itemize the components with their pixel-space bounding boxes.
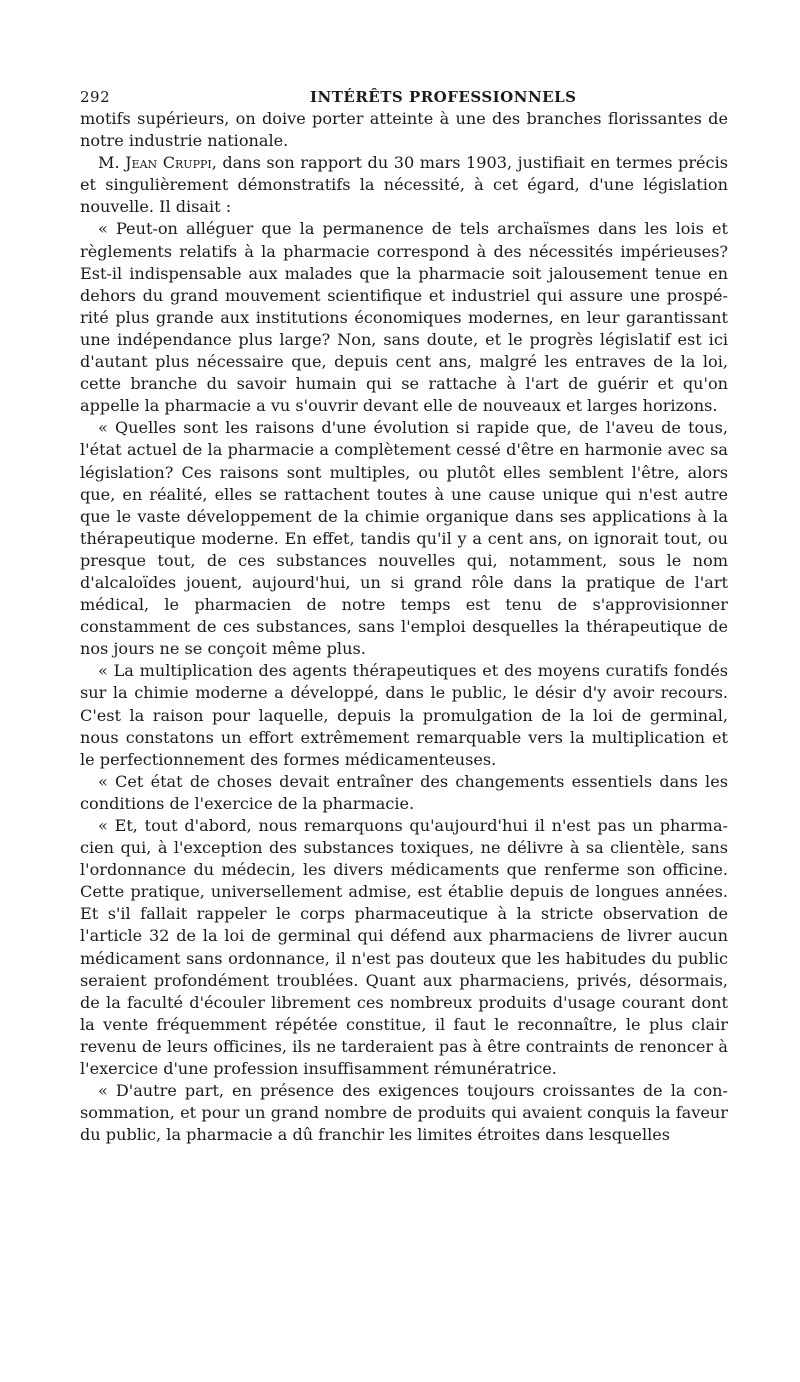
page-number: 292 <box>80 88 111 106</box>
paragraph-2-lead: M. <box>98 153 126 173</box>
paragraph-8-text: « D'autre part, en présence des exigences toujours croissantes de la consommation, et pour un grand nombre de produits qui avaient conquis la faveur du public, la pharmacie a dû franchir les limites étroites dans lesquelles <box>80 1081 728 1145</box>
paragraph-2-text: , dans son rapport du 30 mars 1903, justifiait en termes précis et singulièrement démonstratifs la nécessité, à cet égard, d'une législation nouvelle. Il disait : <box>80 153 728 217</box>
paragraph-8 <box>80 1080 728 1146</box>
paragraph-4 <box>80 417 728 660</box>
paragraph-4-text: « Quelles sont les raisons d'une évolution si rapide que, de l'aveu de tous, l'état actuel de la pharmacie a complètement cessé d'être en harmonie avec sa législation? Ces raisons sont multiples, ou plutôt elles semblent l'être, alors que, en réalité, elles se rattachent toutes à une cause unique qui n'est autre que le vaste développement de la chimie organique dans ses applications à la thérapeutique moderne. En effet, tandis qu'il y a cent ans, on ignorait tout, ou presque tout, de ces substances nouvelles qui, notamment, sous le nom d'alcaloïdes jouent, aujourd'hui, un si grand rôle dans la pratique de l'art médical, le pharmacien de notre temps est tenu de s'approvisionner constamment de ces substances, sans l'emploi desquelles la thérapeutique de nos jours ne se conçoit même plus. <box>80 418 728 659</box>
paragraph-5 <box>80 660 728 770</box>
paragraph-3 <box>80 218 728 417</box>
paragraph-3-text: « Peut-on alléguer que la permanence de tels archaïsmes dans les lois et règlements relatifs à la pharmacie correspond à des nécessités impérieuses? Est-il indispensable aux malades que la pharmacie soit jalousement tenue en dehors du grand mouvement scientifique et industriel qui assure une prospérité plus grande aux institutions économiques modernes, en leur garantissant une indépendance plus large? Non, sans doute, et le progrès législatif est ici d'autant plus nécessaire que, depuis cent ans, malgré les entraves de la loi, cette branche du savoir humain qui se rattache à l'art de guérir et qu'on appelle la pharmacie a vu s'ouvrir devant elle de nouveaux et larges horizons. <box>80 219 728 416</box>
running-head <box>80 80 728 108</box>
paragraph-7 <box>80 815 728 1080</box>
paragraph-5-text: « La multiplication des agents thérapeutiques et des moyens curatifs fondés sur la chimie moderne a développé, dans le public, le désir d'y avoir recours. C'est la raison pour laquelle, depuis la promulgation de la loi de germinal, nous constatons un effort extrêmement remarquable vers la multiplication et le perfectionnement des formes médicamenteuses. <box>80 661 728 769</box>
body-text <box>80 108 728 1146</box>
paragraph-1-text: motifs supérieurs, on doive porter atteinte à une des branches florissantes de notre industrie nationale. <box>80 109 728 151</box>
paragraph-6 <box>80 771 728 815</box>
paragraph-1 <box>80 108 728 152</box>
paragraph-7-text: « Et, tout d'abord, nous remarquons qu'aujourd'hui il n'est pas un pharmacien qui, à l'exception des substances toxiques, ne délivre à sa clientèle, sans l'ordonnance du médecin, les divers médicaments que renferme son officine. Cette pratique, universellement admise, est établie depuis de longues années. Et s'il fallait rappeler le corps pharmaceutique à la stricte observation de l'article 32 de la loi de germinal qui défend aux pharmaciens de livrer aucun médicament sans ordonnance, il n'est pas douteux que les habitudes du public seraient profondément troublées. Quant aux pharmaciens, privés, désormais, de la faculté d'écouler librement ces nombreux produits d'usage courant dont la vente fréquemment répétée constitue, il faut le reconnaître, le plus clair revenu de leurs officines, ils ne tarderaient pas à être contraints de renoncer à l'exercice d'une profession insuffisamment rémunératrice. <box>80 816 728 1079</box>
paragraph-6-text: « Cet état de choses devait entraîner des changements essentiels dans les conditions de l'exercice de la pharmacie. <box>80 771 728 813</box>
paragraph-2 <box>80 152 728 218</box>
author-name: Jean Cruppi <box>125 153 212 173</box>
running-title: INTÉRÊTS PROFESSIONNELS <box>310 88 577 106</box>
book-page <box>80 80 728 1146</box>
